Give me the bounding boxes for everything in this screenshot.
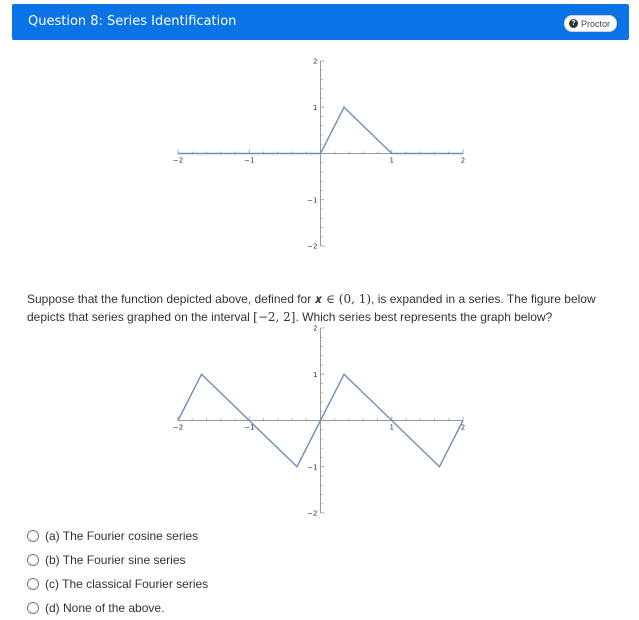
- question-math-domain: 𝒙 ∈ (0, 1): [314, 292, 372, 306]
- y-tick-label: 2: [313, 57, 318, 66]
- x-tick-label: 1: [389, 156, 394, 165]
- radio-button[interactable]: [27, 554, 39, 566]
- option-label: (a) The Fourier cosine series: [45, 529, 199, 543]
- option-a[interactable]: [27, 524, 208, 548]
- option-b[interactable]: [27, 548, 208, 572]
- radio-button[interactable]: [27, 578, 39, 590]
- option-label: (b) The Fourier sine series: [45, 553, 186, 567]
- question-math-interval: [−2, 2]: [253, 310, 296, 324]
- x-tick-label: −2: [172, 156, 184, 165]
- option-label: (d) None of the above.: [45, 601, 165, 615]
- option-label: (c) The classical Fourier series: [45, 577, 209, 591]
- radio-button[interactable]: [27, 602, 39, 614]
- x-tick-label: 1: [389, 423, 394, 432]
- x-tick-label: −1: [244, 423, 255, 432]
- question-text-part3: . Which series best represents the graph below?: [295, 310, 553, 324]
- y-tick-label: 2: [313, 324, 318, 333]
- proctor-label: Proctor: [580, 18, 610, 29]
- y-tick-label: 1: [313, 370, 318, 379]
- x-tick-label: 2: [460, 423, 466, 432]
- question-text-part1: Suppose that the function depicted above, defined for: [27, 292, 315, 306]
- question-text-part2: , is expanded in a series. The figure below depicts that series graphed on the interval: [27, 292, 596, 324]
- y-tick-label: −2: [307, 509, 318, 518]
- radio-button[interactable]: [27, 530, 39, 542]
- question-circle-icon: ?: [569, 19, 578, 28]
- option-d[interactable]: [27, 596, 208, 620]
- answer-options: [27, 524, 208, 620]
- y-tick-label: 1: [313, 103, 318, 112]
- y-tick-label: −2: [307, 242, 318, 251]
- x-tick-label: −2: [172, 423, 184, 432]
- x-tick-label: −1: [244, 156, 255, 165]
- y-tick-label: −1: [307, 463, 318, 472]
- y-tick-label: −1: [307, 196, 318, 205]
- page-title: Question 8: Series Identification: [28, 14, 237, 29]
- option-c[interactable]: [27, 572, 208, 596]
- x-tick-label: 2: [460, 156, 466, 165]
